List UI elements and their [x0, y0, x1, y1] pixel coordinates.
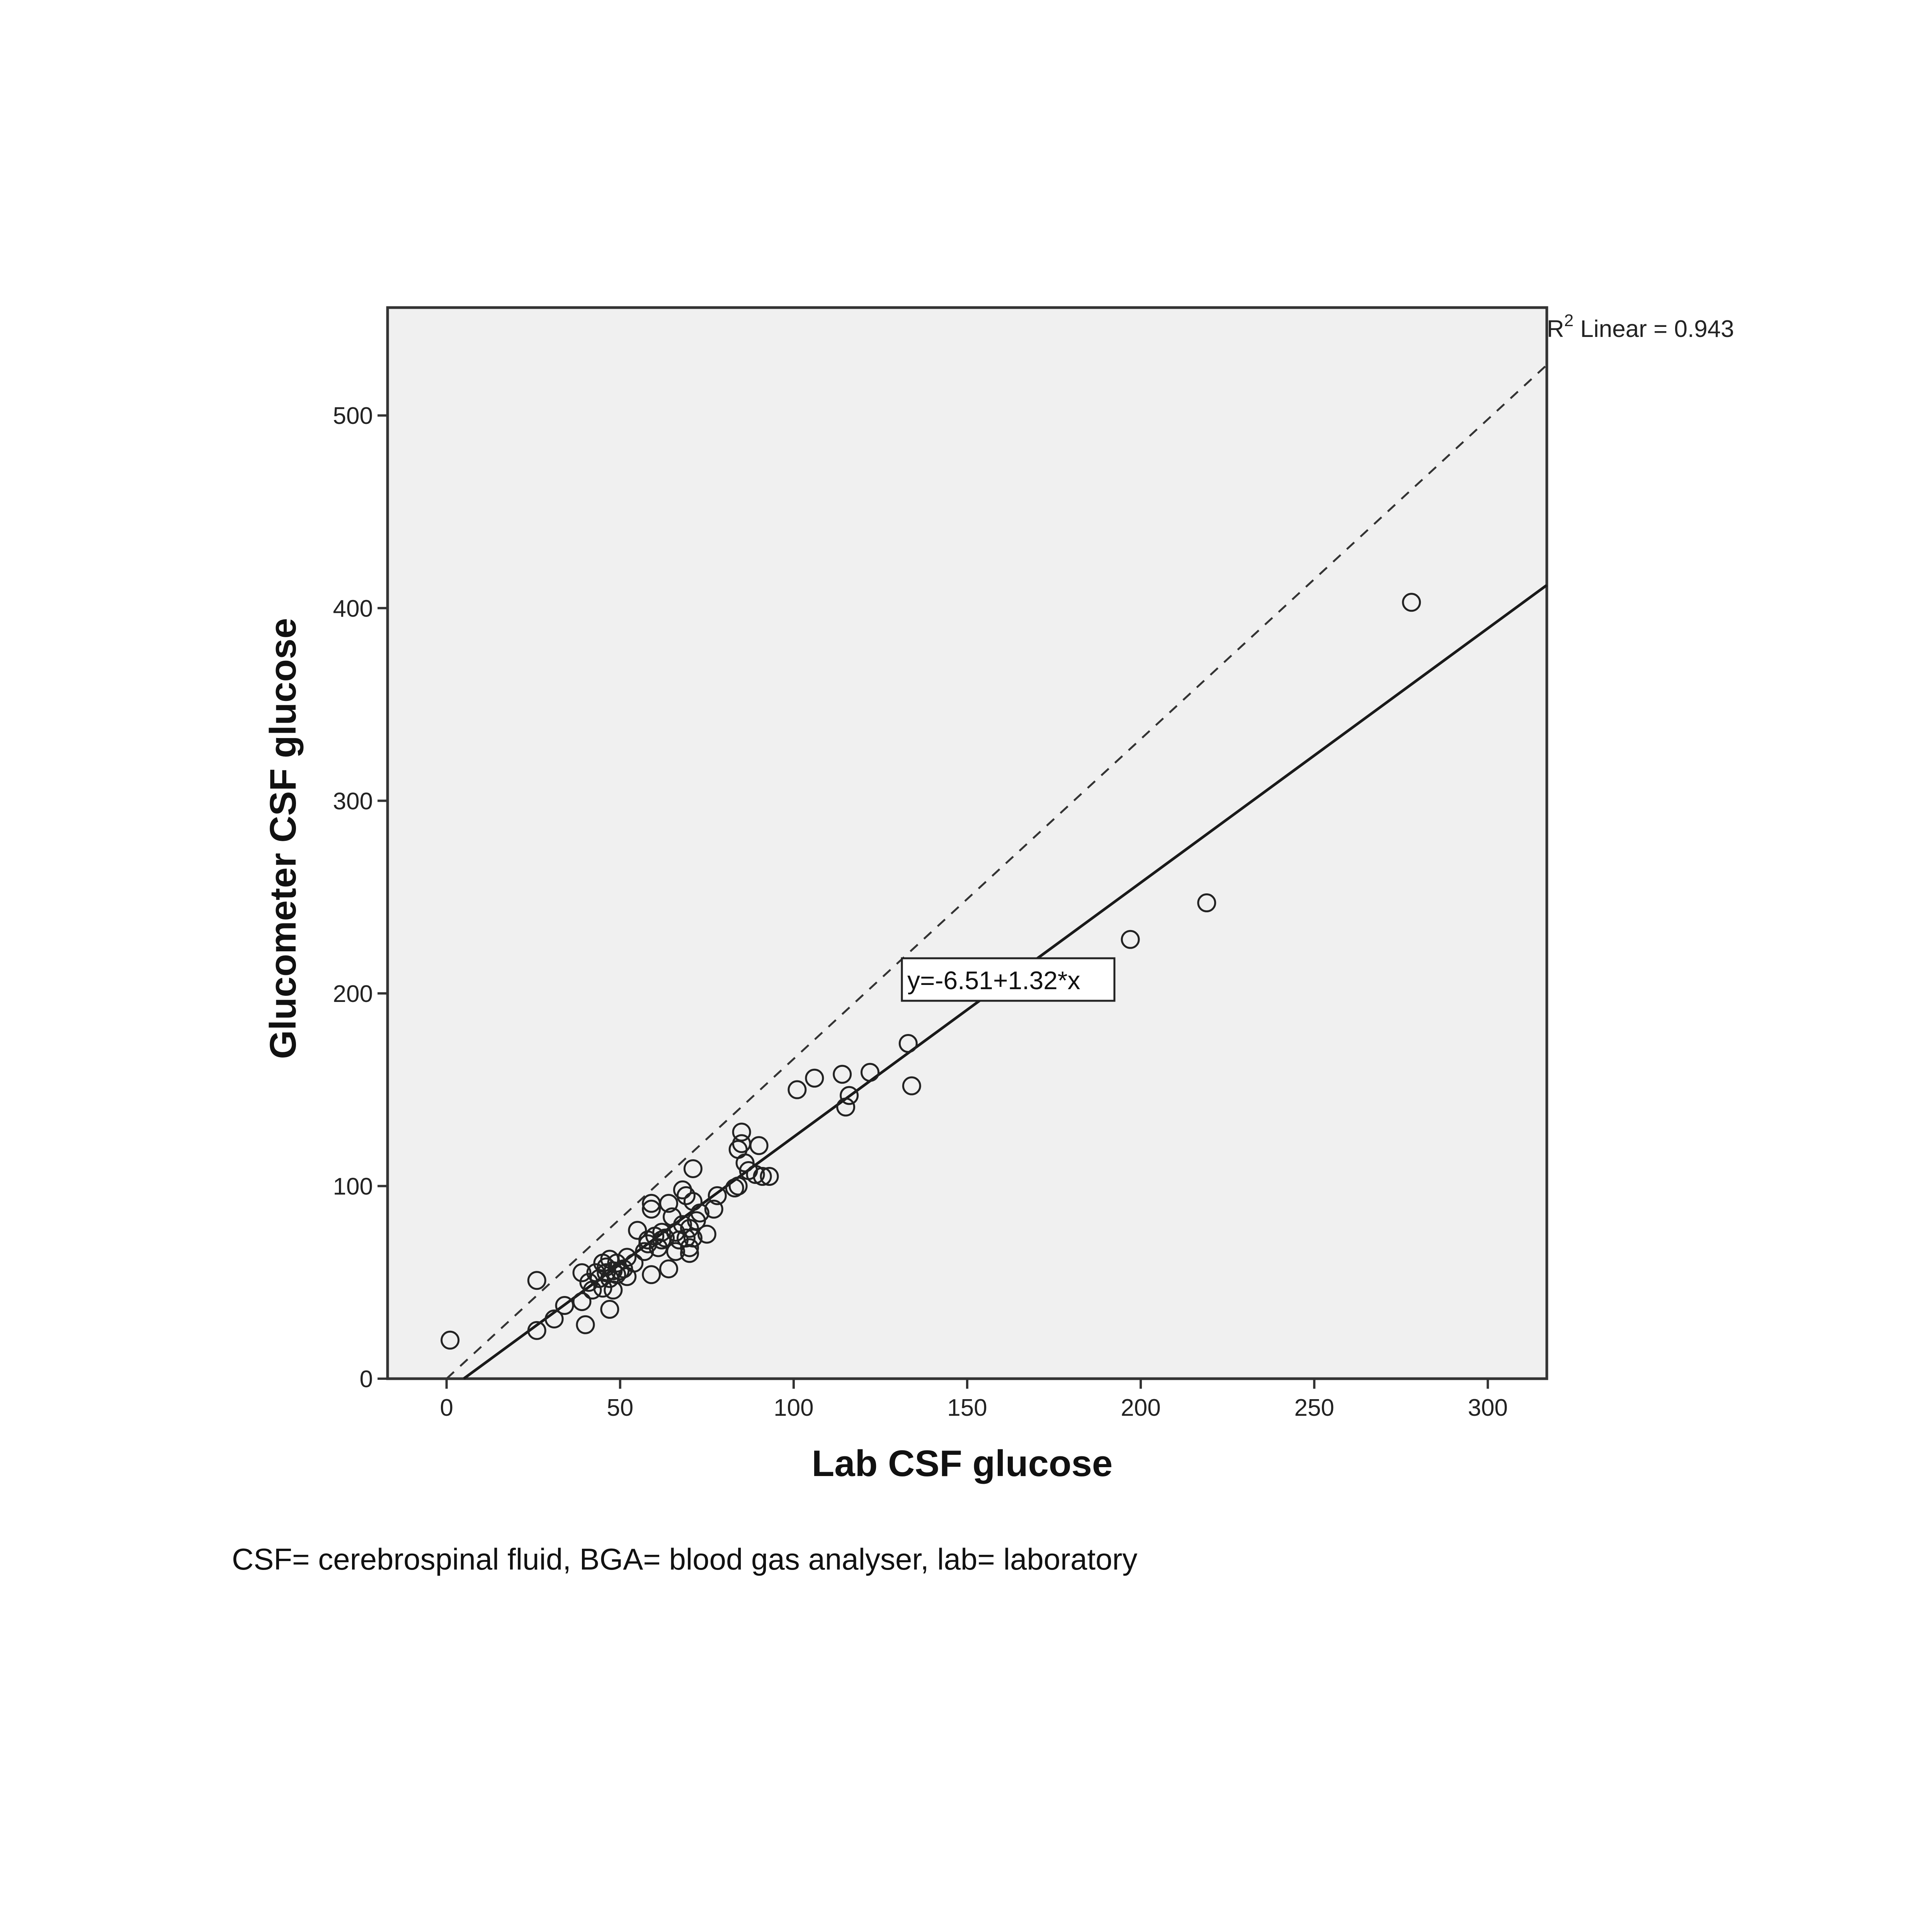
y-tick-label: 500	[333, 403, 373, 430]
x-tick-label: 250	[1294, 1395, 1334, 1421]
y-tick-label: 300	[333, 788, 373, 815]
x-tick-label: 0	[440, 1395, 453, 1421]
x-axis-title: Lab CSF glucose	[811, 1443, 1113, 1484]
equation-label: y=-6.51+1.32*x	[907, 966, 1080, 995]
y-tick-label: 400	[333, 595, 373, 622]
y-tick-label: 0	[359, 1366, 373, 1393]
y-axis	[333, 403, 388, 1393]
y-tick-label: 100	[333, 1173, 373, 1200]
x-tick-label: 100	[774, 1395, 814, 1421]
y-tick-label: 200	[333, 980, 373, 1007]
x-tick-label: 300	[1468, 1395, 1508, 1421]
x-tick-label: 50	[607, 1395, 634, 1421]
figure-caption: CSF= cerebrospinal fluid, BGA= blood gas analyser, lab= laboratory	[232, 1542, 1138, 1576]
x-tick-label: 200	[1121, 1395, 1161, 1421]
y-axis-title: Glucometer CSF glucose	[262, 618, 304, 1059]
equation-box	[902, 958, 1114, 1001]
r2-label: $R^2$ Linear = 0.943	[1547, 311, 1734, 342]
plot-area	[388, 308, 1547, 1379]
x-axis	[440, 1379, 1508, 1421]
x-tick-label: 150	[947, 1395, 987, 1421]
r2-value: Linear = 0.943	[1573, 316, 1734, 342]
r2-superscript: 2	[1564, 311, 1574, 330]
